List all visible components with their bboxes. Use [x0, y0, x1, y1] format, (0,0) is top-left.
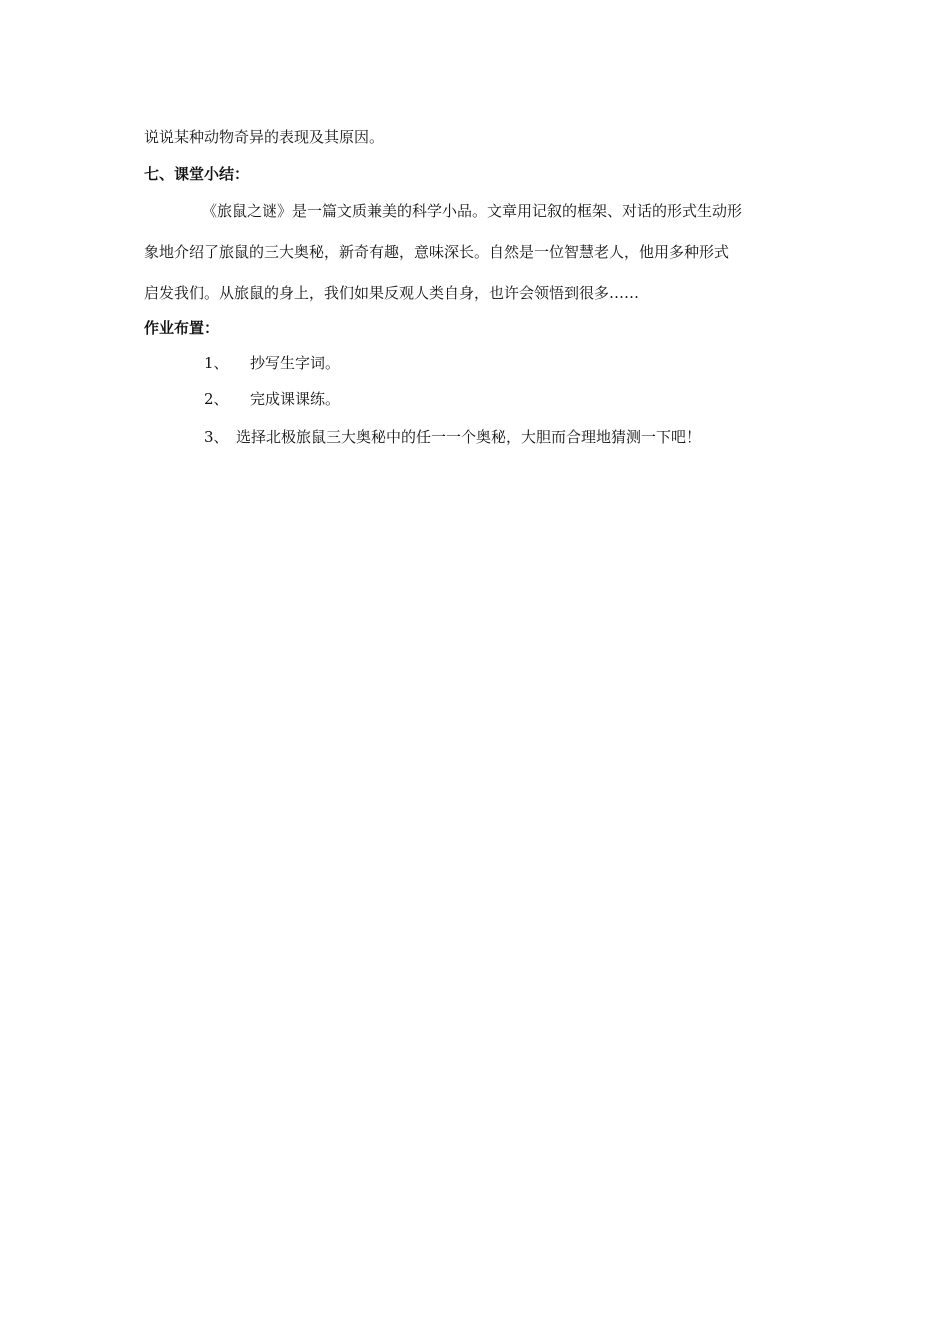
section-7-heading: 七、课堂小结： — [144, 165, 250, 183]
homework-item-1 — [204, 353, 340, 373]
summary-line-1: 《旅鼠之谜》是一篇文质兼美的科学小品。文章用记叙的框架、对话的形式生动形 — [202, 202, 743, 220]
homework-item-1-number: 1、 — [204, 354, 229, 372]
homework-item-2-number: 2、 — [204, 390, 229, 408]
homework-item-2-text: 完成课课练。 — [250, 390, 341, 408]
homework-item-3-number: 3、 — [204, 428, 229, 446]
intro-line: 说说某种动物奇异的表现及其原因。 — [144, 128, 385, 146]
summary-line-3: 启发我们。从旅鼠的身上，我们如果反观人类自身，也许会领悟到很多…… — [144, 284, 640, 302]
homework-item-3 — [204, 427, 701, 447]
homework-item-1-text: 抄写生字词。 — [250, 354, 341, 372]
homework-item-2 — [204, 389, 340, 409]
summary-line-2: 象地介绍了旅鼠的三大奥秘，新奇有趣，意味深长。自然是一位智慧老人，他用多种形式 — [144, 243, 730, 261]
homework-item-3-text: 选择北极旅鼠三大奥秘中的任一一个奥秘，大胆而合理地猜测一下吧！ — [236, 428, 702, 446]
homework-heading: 作业布置： — [144, 319, 220, 337]
